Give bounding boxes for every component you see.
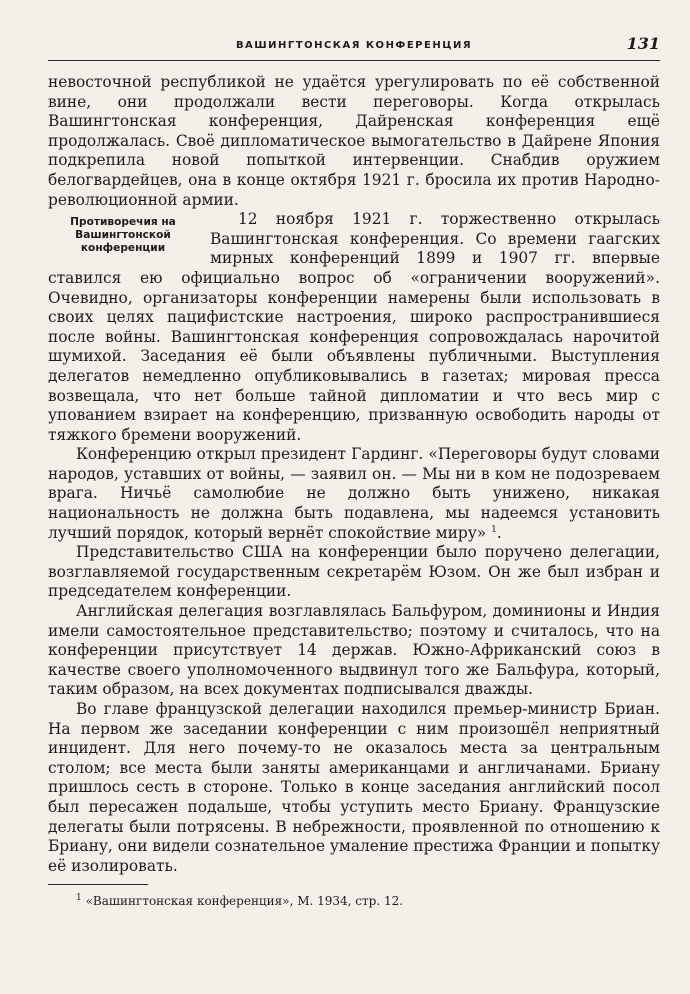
footnote-ref: 1 xyxy=(491,524,497,535)
footnote-divider xyxy=(48,884,148,885)
page-number: 131 xyxy=(626,34,660,53)
paragraph-2: 12 ноября 1921 г. торжественно открылась Вашингтонская конференция. Со времени гаагских мирных конференций 1899 и 1907 гг. впервые ставился ею официально вопрос об «ограничении вооружений». Очевидно, организаторы конференции намерены были использовать в своих целях пацифистские настроения, широко распространившиеся после войны. Вашингтонская конференция сопровождалась нарочитой шумихой. Заседания её были объявлены публичными. Выступления делегатов немедленно опубликовывались в газетах; мировая пресса возвещала, что нет больше тайной дипломатии и что весь мир с упованием взирает на конференцию, призванную освободить народы от тяжкого бремени вооружений. xyxy=(48,210,660,444)
paragraph-1: невосточной республикой не удаётся урегулировать по её собственной вине, они продолжали вести переговоры. Когда открылась Вашингтонская конференция, Дайренская конференция ещё продолжалась. Своё дипломатическое вымогательство в Дайрене Япония подкрепила новой попыткой интервенции. Снабдив оружием белогвардейцев, она в конце октября 1921 г. бросила их против Народно-революционной армии. xyxy=(48,73,660,209)
footnote-marker: 1 xyxy=(76,893,82,903)
footnote-text: «Вашингтонская конференция», М. 1934, стр. 12. xyxy=(85,894,404,908)
paragraph-5: Английская делегация возглавлялась Бальфуром, доминионы и Индия имели самостоятельное представительство; поэтому и считалось, что на конференции присутствует 14 держав. Южно-Африканский союз в качестве своего уполномоченного выдвинул того же Бальфура, который, таким образом, на всех документах подписывался дважды. xyxy=(48,602,660,699)
harding-quote: Конференцию открыл президент Гардинг. «Переговоры будут словами народов, уставших от войны, — заявил он. — Мы ни в ком не подозреваем врага. Ничьё самолюбие не должно быть унижено, никакая национальность не должна быть подавлена, мы надеемся установить лучший порядок, который вернёт спокойствие миру» xyxy=(48,445,660,542)
paragraph-4: Представительство США на конференции было поручено делегации, возглавляемой государственным секретарём Юзом. Он же был избран и председателем конференции. xyxy=(48,543,660,601)
footnote xyxy=(76,894,656,909)
page-header xyxy=(48,30,660,61)
paragraph-6: Во главе французской делегации находился премьер-министр Бриан. На первом же заседании конференции с ним произошёл неприятный инцидент. Для него почему-то не оказалось места за центральным столом; все места были заняты американцами и англичанами. Бриану пришлось сесть в стороне. Только в конце заседания английский посол был пересажен подальше, чтобы уступить место Бриану. Французские делегаты были потрясены. В небрежности, проявленной по отношению к Бриану, они видели сознательное умаление престижа Франции и попытку её изолировать. xyxy=(48,700,660,875)
body-text xyxy=(48,73,660,876)
paragraph-3: Конференцию открыл президент Гардинг. «Переговоры будут словами народов, уставших от войны, — заявил он. — Мы ни в ком не подозреваем врага. Ничьё самолюбие не должно быть унижено, никакая национальность не должна быть подавлена, мы надеемся установить лучший порядок, который вернёт спокойствие миру» $^1$. xyxy=(48,445,660,542)
marginal-heading: Противоречия на Вашингтонской конференции xyxy=(70,216,176,255)
running-head: ВАШИНГТОНСКАЯ КОНФЕРЕНЦИЯ xyxy=(235,40,473,51)
